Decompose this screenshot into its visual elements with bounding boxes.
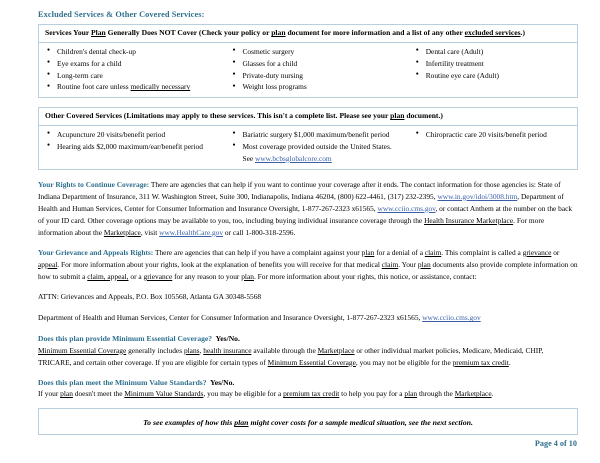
rights-text-5: , visit — [140, 227, 160, 237]
healthcare-gov-link[interactable]: www.HealthCare.gov — [159, 227, 224, 237]
grievance-text-8: or a — [128, 272, 144, 282]
plan-term-3: plan — [241, 272, 254, 282]
excluded-header-part-2: Generally Does NOT Cover (Check your policy or — [105, 28, 272, 38]
grievance-text-10: . For more information about your rights, this notice, or assistance, contact: — [253, 272, 477, 282]
excluded-header-part-1: Services Your — [45, 28, 91, 38]
excluded-header-part-3: document for more information and a list of any other — [285, 28, 465, 38]
list-item: ● Weight loss programs — [242, 81, 403, 93]
grievance-appeals-rights-paragraph — [38, 247, 578, 283]
claim-term-2: claim — [381, 259, 399, 269]
grievance-text-7: documents also provide complete information on how to submit a — [38, 259, 578, 282]
mec-text-2: , — [199, 345, 204, 355]
cciio-cms-link-1[interactable]: www.cciio.cms.gov — [377, 203, 436, 213]
excluded-services-header-cell — [39, 25, 578, 42]
mec-term-1: Minimum Essential Coverage — [38, 345, 127, 355]
list-item — [242, 141, 403, 165]
mvs-question: Does this plan meet the Minimum Value Standards? — [38, 377, 207, 387]
plan-term-2: plan — [417, 259, 431, 269]
rights-to-continue-lead: Your Rights to Continue Coverage: — [38, 179, 150, 189]
indiana-doi-link[interactable]: www.in.gov/idoi/3008.htm — [437, 191, 518, 201]
mec-question: Does this plan provide Minimum Essential Coverage? — [38, 334, 213, 344]
excluded-services-table — [38, 24, 578, 98]
plan-term-1: plan — [361, 247, 375, 257]
page-title: Excluded Services & Other Covered Services: — [38, 10, 205, 19]
plans-term: plans — [183, 345, 200, 355]
note-text-2: might cover costs for a sample medical situation, see the next section. — [248, 418, 473, 428]
excluded-header-underline-excluded-services: excluded services — [464, 28, 521, 38]
note-text — [143, 418, 473, 427]
excluded-list-1 — [39, 46, 220, 94]
list-item: ● Acupuncture 20 visits/benefit period — [57, 129, 220, 141]
rights-text-1: There are agencies that can help if you want to continue your coverage after it ends. The contact information for those agencies is: State of Indiana Department of Insurance, 311 W. Washington Street, Suite 300, Indianapolis, Indiana 46204, (800) 622-4461, (317) 232-2395, — [38, 179, 561, 201]
mec-answer-value: Yes/No. — [215, 334, 240, 344]
mvs-text-3: , you may be eligible for a — [203, 389, 284, 399]
mvs-answer-paragraph — [38, 388, 578, 400]
claim-appeal-term: claim, appeal, — [87, 272, 129, 282]
plan-term-6: plan — [234, 418, 249, 428]
mvs-text-4: to help you pay for a — [339, 389, 405, 399]
grievance-text-5: . For more information about your rights, look at the explanation of benefits you will receive for that medical — [57, 259, 382, 269]
grievance-text-2: for a denial of a — [374, 247, 425, 257]
excluded-list-2 — [224, 46, 403, 94]
list-item: ● Infertility treatment — [426, 58, 573, 70]
mec-question-line — [38, 333, 578, 344]
excluded-services-column-2 — [224, 42, 407, 98]
other-covered-header-cell — [39, 108, 578, 125]
list-item-underlined-term: medically necessary — [130, 82, 191, 92]
minimum-essential-coverage-block — [38, 333, 578, 369]
list-item-prefix: Most coverage provided outside the United States. See — [242, 141, 392, 163]
list-item: ● Long-term care — [57, 70, 220, 82]
bcbs-global-core-link[interactable]: www.bcbsglobalcore.com — [254, 153, 332, 163]
grievance-term-1: grievance — [522, 247, 552, 257]
mvs-text-6: . — [491, 389, 494, 399]
next-section-note-box — [38, 408, 578, 435]
mec-text-5: , you may not be eligible for the — [355, 357, 453, 367]
hhs-contact-line — [38, 312, 578, 324]
mvs-question-line — [38, 377, 578, 388]
marketplace-term: Marketplace — [103, 227, 141, 237]
rights-text-6: or call 1-800-318-2596. — [223, 227, 296, 237]
other-covered-column-1 — [39, 125, 225, 169]
other-header-underline-plan: plan — [390, 111, 405, 121]
rights-text-4: . For more information about the — [38, 215, 545, 237]
mec-text-1: generally includes — [126, 345, 184, 355]
attn-address-line: ATTN: Grievances and Appeals, P.O. Box 105568, Atlanta GA 30348-5568 — [38, 292, 262, 302]
mvs-text-5: through the — [417, 389, 455, 399]
other-covered-body-row — [39, 125, 578, 169]
hhs-text: Department of Health and Human Services, Center for Consumer Information and Insurance Oversight, 1-877-267-2323 x61565, — [38, 313, 423, 323]
other-covered-list-2 — [224, 129, 403, 165]
excluded-header-underline-plan-2: plan — [271, 28, 286, 38]
marketplace-term-3: Marketplace — [454, 389, 492, 399]
excluded-header-underline-plan: Plan — [90, 28, 106, 38]
excluded-header-part-4: .) — [520, 28, 525, 38]
other-covered-column-3 — [408, 125, 578, 169]
list-item: ● Hearing aids $2,000 maximum/ear/benefit period — [57, 141, 220, 153]
grievance-lead: Your Grievance and Appeals Rights: — [38, 247, 154, 257]
excluded-services-header-row — [39, 25, 578, 42]
list-item: ● Private-duty nursing — [242, 70, 403, 82]
mvs-answer-value: Yes/No. — [210, 377, 235, 387]
other-header-part-2: document.) — [404, 111, 443, 121]
grievance-text-6: . Your — [398, 259, 418, 269]
grievance-text-1: There are agencies that can help if you have a complaint against your — [153, 247, 362, 257]
rights-text-3: , or contact Anthem at the number on the back of your ID card. Other coverage options may be available to you, too, including buying individual insurance coverage through the — [38, 203, 573, 225]
claim-term-1: claim — [424, 247, 442, 257]
grievance-text-9: for any reason to your — [172, 272, 242, 282]
list-item: ● Glasses for a child — [242, 58, 403, 70]
mec-text-3: available through the — [251, 345, 318, 355]
mec-answer-paragraph — [38, 345, 578, 369]
list-item: ● Dental care (Adult) — [426, 46, 573, 58]
list-item-prefix: Routine foot care unless — [57, 82, 131, 92]
marketplace-term-2: Marketplace — [317, 345, 355, 355]
grievance-term-2: grievance — [143, 272, 173, 282]
other-header-part-1: Other Covered Services (Limitations may apply to these services. This isn't a complete list. Please see your — [45, 111, 391, 121]
other-covered-services-table — [38, 107, 578, 169]
excluded-services-body-row — [39, 42, 578, 98]
excluded-services-column-3 — [408, 42, 578, 98]
other-covered-list-1 — [39, 129, 220, 153]
premium-tax-credit-term-2: premium tax credit — [283, 389, 340, 399]
list-item: ● Chiropractic care 20 visits/benefit period — [426, 129, 573, 141]
health-insurance-term: health insurance — [203, 345, 252, 355]
mec-text-4: or other individual market policies, Medicare, Medicaid, CHIP, TRICARE, and certain other coverage. If you are eligible for certain types of — [38, 345, 544, 367]
health-insurance-marketplace-term: Health Insurance Marketplace — [424, 215, 514, 225]
appeal-term: appeal — [38, 259, 58, 269]
list-item: ● Cosmetic surgery — [242, 46, 403, 58]
list-item: ● Children's dental check-up — [57, 46, 220, 58]
other-covered-header-row — [39, 108, 578, 125]
other-covered-column-2 — [224, 125, 407, 169]
page-number-footer: Page 4 of 10 — [534, 439, 577, 449]
note-text-1: To see examples of how this — [143, 418, 235, 428]
mvs-text-2: doesn't meet the — [72, 389, 125, 399]
list-item: ● Eye exams for a child — [57, 58, 220, 70]
grievance-text-3: . This complaint is called a — [441, 247, 523, 257]
excluded-list-3 — [408, 46, 573, 82]
mvs-term: Minimum Value Standards — [124, 389, 204, 399]
mec-text-6: . — [508, 357, 511, 367]
mec-term-2: Minimum Essential Coverage — [267, 357, 356, 367]
plan-term-4: plan — [60, 389, 73, 399]
plan-term-5: plan — [404, 389, 418, 399]
mvs-text-1: If your — [38, 389, 61, 399]
rights-text-2: , Department of Health and Human Services, Center for Consumer Information and Insurance Oversight, 1-877-267-2323 x61565, — [38, 191, 564, 213]
rights-to-continue-coverage-paragraph — [38, 179, 578, 239]
list-item: ● Bariatric surgery $1,000 maximum/benefit period — [242, 129, 403, 141]
excluded-services-column-1 — [39, 42, 225, 98]
minimum-value-standards-block — [38, 377, 578, 400]
other-covered-list-3 — [408, 129, 573, 141]
grievance-text-4: or — [551, 247, 560, 257]
list-item: ● Routine eye care (Adult) — [426, 70, 573, 82]
cciio-cms-link-2[interactable]: www.cciio.cms.gov — [422, 313, 481, 323]
list-item — [57, 81, 220, 93]
premium-tax-credit-term-1: premium tax credit — [452, 357, 509, 367]
